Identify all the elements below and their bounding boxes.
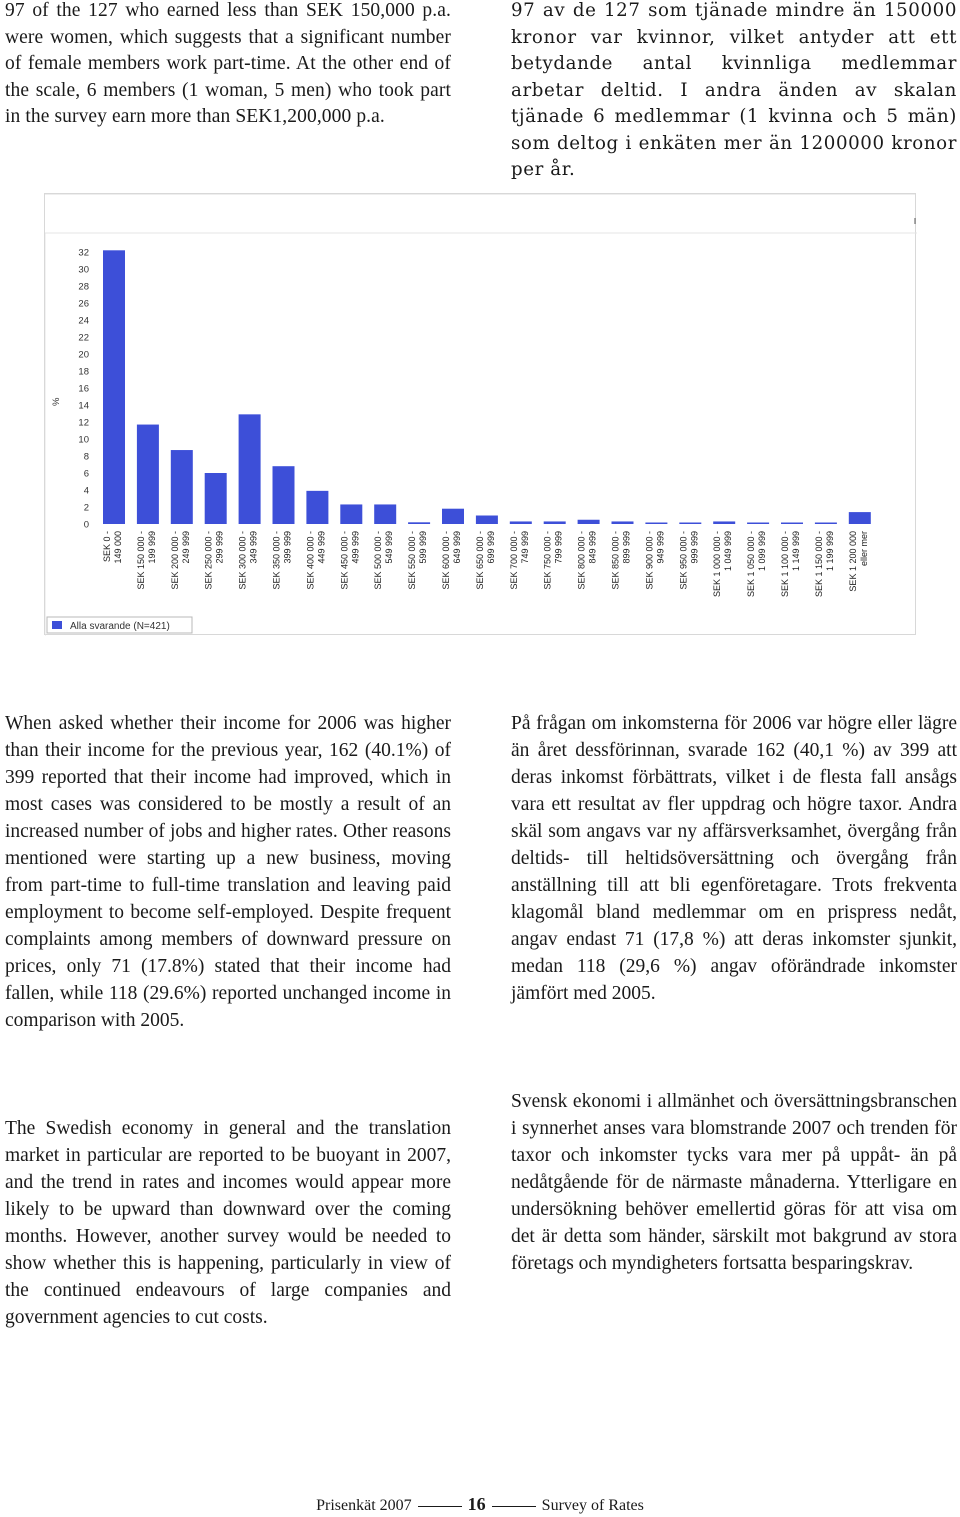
x-tick-label: 399 999 — [282, 531, 293, 564]
y-tick-label: 24 — [78, 315, 89, 327]
x-tick-label: 199 999 — [146, 531, 157, 564]
x-tick-label: SEK 600 000 - — [441, 531, 451, 590]
bar — [747, 523, 769, 525]
x-tick-label: SEK 700 000 - — [508, 531, 519, 590]
x-tick-label: 449 999 — [316, 531, 327, 564]
legend — [47, 617, 192, 633]
legend-swatch — [52, 621, 62, 629]
chart-canvas — [45, 194, 917, 636]
x-tick-label: SEK 650 000 - — [474, 531, 485, 590]
page-footer — [0, 1494, 960, 1515]
x-tick-label: 949 999 — [655, 531, 666, 564]
bar — [510, 521, 532, 524]
x-tick-label: SEK 550 000 - — [407, 531, 418, 590]
x-tick-label: 1 199 999 — [824, 531, 835, 572]
x-tick-label: SEK 350 000 - — [271, 531, 282, 590]
y-tick-label: 8 — [83, 451, 89, 463]
income-distribution-chart — [44, 193, 916, 635]
y-tick-label: 28 — [78, 281, 89, 293]
swedish-paragraph-income-change: På frågan om inkomsterna för 2006 var högre eller lägre än året dessförinnan, svarade 162 (40,1 %) av 399 att deras inkomst förbättrats, vilket i de flesta fall ansågs vara ett resultat av fler uppdrag och högre taxor. Andra skäl som angavs var ny affärsverksamhet, övergång från deltids- till heltidsöversättning och övergång från anställning till att bli egenföretagare. Trots frekventa klagomål bland medlemmar om en prispress nedåt, angav endast 71 (17,8 %) att deras inkomster sjunkit, medan 118 (29,6 %) angav oförändrade inkomster jämfört med 2005. — [511, 713, 957, 1004]
bar — [442, 509, 464, 524]
bar-series — [103, 250, 871, 524]
bar — [137, 425, 159, 524]
x-tick-label: 699 999 — [485, 531, 496, 564]
y-tick-label: 22 — [78, 332, 89, 344]
x-tick-label: 149 000 — [113, 531, 123, 564]
english-paragraph-income-change: When asked whether their income for 2006 was higher than their income for the previous year, 162 (40.1%) of 399 reported that their income had improved, which in most cases was considered to be mostly a result of an increased number of jobs and higher rates. Other reasons mentioned were starting up a new business, moving from part-time to full-time translation and leaving paid employment to become self-employed. Despite frequent complaints among members of downward pressure on prices, only 71 (17.8%) stated that their income had fallen, while 118 (29.6%) reported unchanged income in comparison with 2005. — [5, 713, 451, 1031]
y-tick-label: 30 — [78, 264, 89, 276]
x-tick-label: SEK 1 100 000 - — [780, 531, 790, 598]
x-tick-label: 499 999 — [350, 531, 361, 564]
bar — [544, 521, 566, 524]
footer-left-title: Prisenkät 2007 — [316, 1497, 412, 1514]
x-tick-label: SEK 750 000 - — [542, 531, 553, 590]
x-tick-label: SEK 400 000 - — [305, 531, 316, 590]
bar — [578, 520, 600, 524]
bar — [815, 523, 837, 525]
y-axis — [78, 248, 89, 531]
footer-rule-left — [418, 1506, 462, 1507]
y-tick-label: 32 — [78, 247, 89, 259]
y-tick-label: 2 — [83, 502, 89, 514]
x-tick-label: SEK 1 200 000 — [847, 531, 858, 592]
x-tick-label: SEK 1 000 000 - — [712, 531, 723, 598]
x-tick-label: SEK 800 000 - — [576, 531, 587, 590]
english-paragraph-outlook: The Swedish economy in general and the translation market in particular are reported to be buoyant in 2007, and the trend in rates and incomes would appear more likely to be upward than downward over the coming months. However, another survey would be needed to show whether this is happening, particularly in view of the continued endeavours of large companies and government agencies to cut costs. — [5, 1118, 451, 1328]
x-tick-label: 849 999 — [587, 531, 598, 564]
x-tick-label: 1 099 999 — [757, 531, 768, 572]
x-tick-label: 549 999 — [384, 531, 395, 564]
y-tick-label: 4 — [83, 485, 89, 497]
bar — [781, 523, 803, 525]
x-tick-label: SEK 300 000 - — [237, 531, 248, 590]
intro-swedish-paragraph: 97 av de 127 som tjänade mindre än 150000 kronor var kvinnor, vilket antyder att ett betydande antal kvinnliga medlemmar arbetar deltid. I andra änden av skalan tjänade 6 medlemmar (1 kvinna och 5 män) som deltog i enkäten mer än 1200000 kronor per år. — [511, 0, 957, 180]
x-tick-label: 299 999 — [214, 531, 225, 564]
bar — [645, 523, 667, 525]
bar — [374, 504, 396, 524]
y-tick-label: 16 — [78, 383, 89, 395]
x-tick-label: 999 999 — [689, 531, 700, 564]
y-tick-label: 6 — [83, 468, 89, 480]
y-tick-label: 14 — [78, 400, 89, 412]
x-tick-label: SEK 150 000 - — [135, 531, 146, 590]
x-tick-label: SEK 850 000 - — [610, 531, 621, 590]
bar — [239, 414, 261, 524]
page-number: 16 — [467, 1494, 486, 1514]
bar — [171, 450, 193, 524]
y-tick-label: 12 — [78, 417, 89, 429]
x-axis-labels — [102, 531, 869, 597]
y-tick-label: 18 — [78, 366, 89, 378]
x-tick-label: 1 149 999 — [791, 531, 801, 572]
x-tick-label: SEK 0 - — [102, 531, 112, 563]
legend-label: Alla svarande (N=421) — [70, 621, 170, 632]
intro-english-paragraph: 97 of the 127 who earned less than SEK 150,000 p.a. were women, which suggests that a significant number of female members work part-time. At the other end of the scale, 6 members (1 woman, 5 men) who took part in the survey earn more than SEK1,200,000 p.a. — [5, 0, 451, 127]
y-axis-label: % — [51, 397, 62, 406]
x-tick-label: SEK 250 000 - — [203, 531, 214, 590]
bar — [408, 522, 430, 524]
x-tick-label: 599 999 — [418, 531, 429, 564]
bar — [679, 523, 701, 525]
x-tick-label: SEK 1 150 000 - — [813, 531, 824, 598]
x-tick-label: 249 999 — [180, 531, 191, 564]
footer-rule-right — [492, 1506, 536, 1507]
bar — [273, 466, 295, 524]
y-tick-label: 26 — [78, 298, 89, 310]
bar — [306, 491, 328, 524]
x-tick-label: eller mer — [858, 531, 869, 567]
y-tick-label: 0 — [83, 519, 89, 531]
x-tick-label: SEK 1 050 000 - — [746, 531, 757, 598]
x-tick-label: 799 999 — [553, 531, 564, 564]
y-tick-label: 10 — [78, 434, 89, 446]
swedish-paragraph-outlook: Svensk ekonomi i allmänhet och översättningsbranschen i synnerhet anses vara blomstrande 2007 och trenden för taxor och inkomster tycks vara mer på uppåt- än på nedåtgående för de närmaste månaderna. Ytterligare en undersökning behöver emellertid göras för att visa om det är detta som händer, särskilt mot bakgrund av stora företags och myndigheters fortsatta besparingskrav. — [511, 1091, 957, 1274]
x-tick-label: 899 999 — [621, 531, 632, 564]
x-tick-label: SEK 900 000 - — [644, 531, 655, 590]
bar — [340, 504, 362, 524]
bar — [205, 473, 227, 524]
bar — [713, 521, 735, 524]
x-tick-label: SEK 500 000 - — [373, 531, 384, 590]
footer-right-title: Survey of Rates — [541, 1497, 644, 1514]
x-tick-label: 649 999 — [452, 531, 462, 564]
y-tick-label: 20 — [78, 349, 89, 361]
x-tick-label: SEK 950 000 - — [678, 531, 689, 590]
x-tick-label: 1 049 999 — [723, 531, 734, 572]
bar — [476, 516, 498, 525]
bar — [849, 512, 871, 524]
x-tick-label: 349 999 — [248, 531, 259, 564]
bar — [103, 250, 125, 524]
x-tick-label: SEK 450 000 - — [339, 531, 350, 590]
bar — [612, 521, 634, 524]
x-tick-label: 749 999 — [519, 531, 530, 564]
x-tick-label: SEK 200 000 - — [169, 531, 180, 590]
